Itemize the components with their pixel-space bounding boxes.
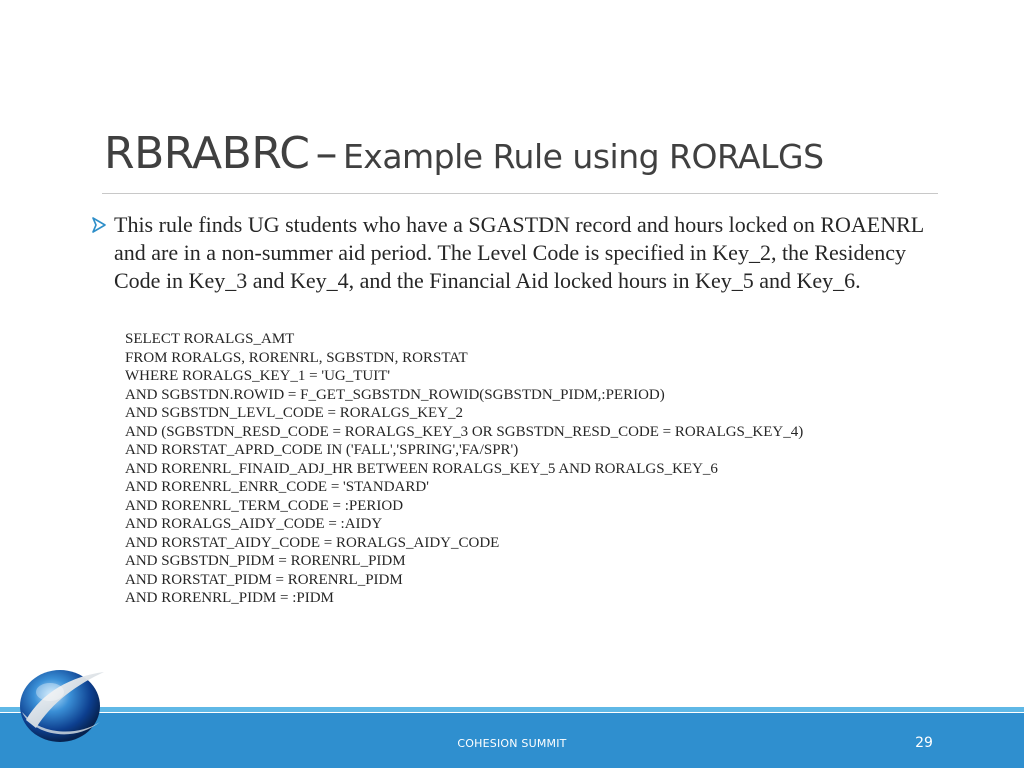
code-line: SELECT RORALGS_AMT	[125, 331, 295, 347]
code-line: AND RORSTAT_APRD_CODE IN ('FALL','SPRING','FA/SPR')	[125, 442, 519, 458]
globe-swoosh-logo-icon	[12, 662, 112, 746]
title-dash: –	[315, 128, 337, 179]
code-line: AND SGBSTDN.ROWID = F_GET_SGBSTDN_ROWID(SGBSTDN_PIDM,:PERIOD)	[125, 386, 665, 403]
title-main: RBRABRC	[104, 128, 310, 179]
bullet-item	[92, 211, 952, 295]
footer-text: COHESION SUMMIT	[457, 737, 567, 750]
bullet-text: This rule finds UG students who have a SGASTDN record and hours locked on ROAENRL and are in a non-summer aid period. The Level Code is specified in Key_2, the Residency Code in Key_3 and Key_4, and the Financial Aid locked hours in Key_5 and Key_6.	[114, 212, 924, 293]
code-line: AND RORENRL_ENRR_CODE = 'STANDARD'	[125, 479, 429, 495]
code-line: AND SGBSTDN_LEVL_CODE = RORALGS_KEY_2	[125, 405, 464, 421]
footer-accent-line	[0, 707, 1024, 712]
arrow-bullet-icon	[92, 211, 112, 241]
code-line: WHERE RORALGS_KEY_1 = 'UG_TUIT'	[125, 368, 391, 384]
code-line: AND RORENRL_PIDM = :PIDM	[125, 590, 334, 606]
code-line: AND RORSTAT_AIDY_CODE = RORALGS_AIDY_CODE	[125, 534, 500, 551]
title-subtitle: Example Rule using RORALGS	[342, 137, 824, 176]
sql-code-block	[125, 330, 925, 608]
slide-number: 29	[915, 735, 933, 751]
title-divider	[102, 193, 938, 194]
slide-title	[104, 128, 944, 179]
code-line: AND RORENRL_FINAID_ADJ_HR BETWEEN RORALGS_KEY_5 AND RORALGS_KEY_6	[125, 460, 718, 477]
code-line: AND RORENRL_TERM_CODE = :PERIOD	[125, 497, 404, 514]
code-line: AND RORSTAT_PIDM = RORENRL_PIDM	[125, 571, 403, 588]
code-line: AND (SGBSTDN_RESD_CODE = RORALGS_KEY_3 OR SGBSTDN_RESD_CODE = RORALGS_KEY_4)	[125, 423, 804, 440]
code-line: AND SGBSTDN_PIDM = RORENRL_PIDM	[125, 553, 406, 569]
code-line: AND RORALGS_AIDY_CODE = :AIDY	[125, 516, 383, 532]
code-line: FROM RORALGS, RORENRL, SGBSTDN, RORSTAT	[125, 349, 468, 366]
